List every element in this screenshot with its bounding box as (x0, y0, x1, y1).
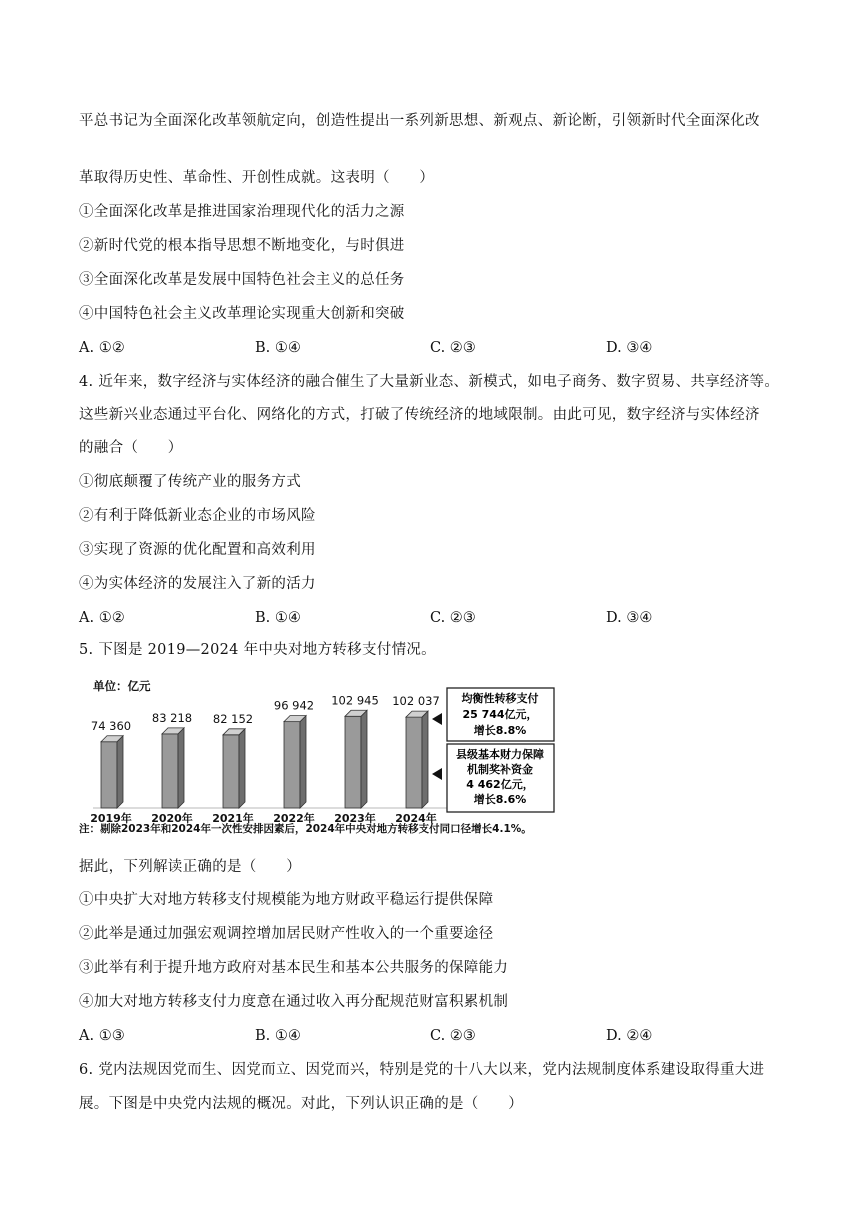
bar-category-label: 2020年 (151, 812, 193, 825)
bar-category-label: 2022年 (273, 812, 315, 825)
q5-option-a[interactable]: A. ①③ (79, 1028, 125, 1044)
q3-option-d[interactable]: D. ③④ (606, 340, 653, 356)
q5-statement-2: ②此举是通过加强宏观调控增加居民财产性收入的一个重要途径 (79, 926, 494, 942)
q5-statement-3: ③此举有利于提升地方政府对基本民生和基本公共服务的保障能力 (79, 960, 509, 976)
callout-county-fund (432, 744, 554, 812)
q5-option-d[interactable]: D. ②④ (606, 1028, 653, 1044)
bar-category-label: 2024年 (395, 812, 437, 825)
q4-option-a[interactable]: A. ①② (79, 610, 125, 626)
bar-2019年 (101, 742, 117, 808)
bar-2024年 (406, 717, 422, 808)
q5-statement-4: ④加大对地方转移支付力度意在通过收入再分配规范财富积累机制 (79, 994, 509, 1010)
q4-option-c[interactable]: C. ②③ (430, 610, 476, 626)
callout-balanced-transfer (432, 688, 554, 741)
callout-2-line-2: 机制奖补资金 (467, 763, 533, 776)
callout-1-line-3: 增长8.8% (473, 724, 527, 737)
bar-value-label: 82 152 (212, 711, 254, 726)
bar-category-label: 2019年 (90, 812, 132, 825)
bar-side-2020年 (178, 728, 184, 808)
callout-2-line-1: 县级基本财力保障 (456, 748, 544, 761)
q4-statement-4: ④为实体经济的发展注入了新的活力 (79, 576, 316, 592)
q4-stem-line-3: 的融合（ ） (79, 440, 183, 456)
q3-stem-line-1: 平总书记为全面深化改革领航定向，创造性提出一系列新思想、新观点、新论断，引领新时代全面深化改 (79, 113, 760, 129)
bar-side-2021年 (239, 729, 245, 808)
q4-statement-2: ②有利于降低新业态企业的市场风险 (79, 508, 316, 524)
chart-svg (79, 672, 599, 842)
callout-arrow-2 (432, 768, 442, 780)
bar-2022年 (284, 722, 300, 808)
q5-option-c[interactable]: C. ②③ (430, 1028, 476, 1044)
bar-side-2023年 (361, 710, 367, 808)
callout-1-line-1: 均衡性转移支付 (461, 692, 539, 705)
q5-statement-1: ①中央扩大对地方转移支付规模能为地方财政平稳运行提供保障 (79, 892, 494, 908)
q3-statement-2: ②新时代党的根本指导思想不断地变化，与时俱进 (79, 238, 405, 254)
q4-option-d[interactable]: D. ③④ (606, 610, 653, 626)
q3-stem-line-2: 革取得历史性、革命性、开创性成就。这表明（ ） (79, 170, 435, 186)
q3-statement-3: ③全面深化改革是发展中国特色社会主义的总任务 (79, 272, 405, 288)
bar-2021年 (223, 735, 239, 808)
chart-unit-label: 单位：亿元 (93, 679, 151, 693)
q3-option-c[interactable]: C. ②③ (430, 340, 476, 356)
q3-options (79, 338, 799, 358)
q4-option-b[interactable]: B. ①④ (255, 610, 301, 626)
bar-value-label: 102 945 (331, 693, 379, 708)
q4-statement-3: ③实现了资源的优化配置和高效利用 (79, 542, 316, 558)
bar-category-label: 2023年 (334, 812, 376, 825)
callout-1-line-2: 25 744亿元， (462, 708, 538, 721)
bar-side-2022年 (300, 716, 306, 808)
q4-stem-line-2: 这些新兴业态通过平台化、网络化的方式，打破了传统经济的地域限制。由此可见，数字经济与实体经济 (79, 407, 760, 423)
bar-side-2019年 (117, 736, 123, 808)
bar-value-label: 83 218 (151, 710, 193, 725)
q5-stem: 5. 下图是 2019—2024 年中央对地方转移支付情况。 (79, 642, 436, 658)
q3-option-a[interactable]: A. ①② (79, 340, 125, 356)
callout-2-line-4: 增长8.6% (473, 793, 527, 806)
q4-options (79, 608, 799, 628)
bar-value-label: 96 942 (273, 698, 315, 713)
transfer-payment-chart (79, 672, 599, 842)
bar-2020年 (162, 734, 178, 808)
bar-value-label: 74 360 (90, 718, 132, 733)
bar-category-label: 2021年 (212, 812, 254, 825)
q4-statement-1: ①彻底颠覆了传统产业的服务方式 (79, 474, 301, 490)
q5-after-chart: 据此，下列解读正确的是（ ） (79, 859, 301, 875)
bar-2023年 (345, 716, 361, 808)
q5-options (79, 1026, 799, 1046)
bars-layer (90, 693, 440, 825)
chart-note: 注：剔除2023年和2024年一次性安排因素后，2024年中央对地方转移支付同口径增长4.1%。 (79, 823, 532, 835)
bar-side-2024年 (422, 711, 428, 808)
q5-option-b[interactable]: B. ①④ (255, 1028, 301, 1044)
q4-stem-line-1: 4. 近年来，数字经济与实体经济的融合催生了大量新业态、新模式，如电子商务、数字贸易、共享经济等。 (79, 374, 780, 390)
q3-statement-4: ④中国特色社会主义改革理论实现重大创新和突破 (79, 306, 405, 322)
q6-stem-line-1: 6. 党内法规因党而生、因党而立、因党而兴，特别是党的十八大以来，党内法规制度体系建设取得重大进 (79, 1062, 765, 1078)
callout-2-line-3: 4 462亿元， (466, 778, 534, 791)
q6-stem-line-2: 展。下图是中央党内法规的概况。对此，下列认识正确的是（ ） (79, 1096, 523, 1112)
callout-arrow-1 (432, 713, 442, 725)
q3-statement-1: ①全面深化改革是推进国家治理现代化的活力之源 (79, 204, 405, 220)
bar-value-label: 102 037 (392, 694, 440, 709)
q3-option-b[interactable]: B. ①④ (255, 340, 301, 356)
